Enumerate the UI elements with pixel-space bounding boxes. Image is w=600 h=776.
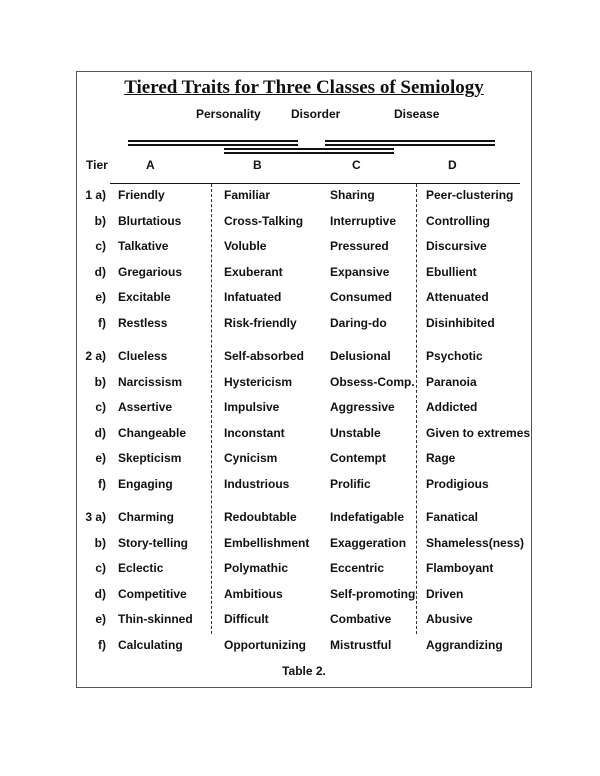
cell-c: Pressured	[330, 239, 389, 254]
cell-b: Self-absorbed	[224, 349, 305, 363]
cell-tier: 1 a)	[85, 188, 106, 202]
cell-a: Engaging	[118, 477, 173, 491]
cell-d: Disinhibited	[426, 316, 495, 330]
cell-tier: b)	[94, 535, 106, 550]
subheading-disorder: Disorder	[291, 107, 341, 121]
cell-a: Friendly	[118, 188, 165, 202]
cell-b: Difficult	[224, 612, 269, 627]
header-underline	[110, 183, 520, 184]
cell-a: Charming	[118, 510, 175, 524]
table-title: Tiered Traits for Three Classes of Semiology	[124, 77, 484, 98]
separator-c-d	[416, 184, 417, 634]
subheading-personality: Personality	[196, 107, 261, 121]
cell-a: Changeable	[118, 425, 187, 440]
cell-d: Addicted	[426, 400, 478, 415]
cell-a: Blurtatious	[118, 213, 182, 228]
cell-tier: f)	[98, 638, 106, 652]
cell-b: Hystericism	[224, 374, 293, 389]
cell-a: Clueless	[118, 349, 168, 363]
cell-a: Calculating	[118, 638, 183, 652]
cell-tier: d)	[94, 425, 106, 440]
cell-c: Expansive	[330, 264, 390, 279]
cell-a: Narcissism	[118, 374, 183, 389]
cell-b: Cynicism	[224, 451, 278, 466]
cell-b: Embellishment	[224, 535, 310, 550]
cell-d: Attenuated	[426, 290, 489, 305]
cell-d: Ebullient	[426, 264, 477, 279]
cell-tier: c)	[95, 561, 106, 576]
subheading-disease: Disease	[394, 107, 440, 121]
cell-a: Skepticism	[118, 451, 182, 466]
cell-tier: c)	[95, 400, 106, 415]
cell-a: Gregarious	[118, 264, 183, 279]
cell-tier: c)	[95, 239, 106, 254]
cell-c: Eccentric	[330, 561, 385, 576]
cell-a: Eclectic	[118, 561, 164, 576]
rule-center-bottom	[224, 152, 394, 154]
cell-d: Aggrandizing	[426, 638, 503, 652]
cell-a: Thin-skinned	[118, 612, 193, 627]
cell-tier: d)	[94, 264, 106, 279]
cell-c: Exaggeration	[330, 535, 407, 550]
cell-tier: f)	[98, 316, 106, 330]
cell-a: Talkative	[118, 239, 169, 254]
cell-c: Aggressive	[330, 400, 395, 415]
header-d: D	[448, 158, 457, 172]
cell-a: Assertive	[118, 400, 173, 415]
cell-c: Consumed	[330, 290, 393, 305]
cell-d: Rage	[426, 451, 456, 466]
cell-c: Obsess-Comp.	[330, 374, 415, 389]
cell-b: Ambitious	[224, 586, 283, 601]
cell-tier: f)	[98, 477, 106, 491]
cell-d: Discursive	[426, 239, 487, 254]
cell-tier: b)	[94, 213, 106, 228]
cell-c: Combative	[330, 612, 392, 627]
rule-left-bottom	[128, 144, 298, 146]
cell-c: Sharing	[330, 188, 375, 202]
cell-b: Exuberant	[224, 264, 283, 279]
cell-b: Voluble	[224, 239, 267, 254]
cell-c: Unstable	[330, 425, 381, 440]
cell-b: Inconstant	[224, 425, 285, 440]
cell-c: Self-promoting	[330, 586, 416, 601]
cell-a: Restless	[118, 316, 168, 330]
cell-b: Infatuated	[224, 290, 282, 305]
cell-d: Fanatical	[426, 510, 479, 524]
cell-b: Impulsive	[224, 400, 280, 415]
cell-c: Daring-do	[330, 316, 387, 330]
cell-b: Risk-friendly	[224, 316, 297, 330]
cell-tier: b)	[94, 374, 106, 389]
cell-tier: 3 a)	[85, 510, 106, 524]
cell-d: Flamboyant	[426, 561, 494, 576]
cell-tier: e)	[95, 290, 106, 305]
cell-d: Psychotic	[426, 349, 483, 363]
cell-c: Interruptive	[330, 213, 397, 228]
cell-b: Redoubtable	[224, 510, 297, 524]
cell-tier: d)	[94, 586, 106, 601]
cell-a: Excitable	[118, 290, 171, 305]
header-a: A	[146, 158, 155, 172]
cell-d: Peer-clustering	[426, 188, 514, 202]
cell-c: Prolific	[330, 477, 371, 491]
header-tier: Tier	[86, 158, 108, 172]
cell-d: Driven	[426, 586, 464, 601]
rule-right-bottom	[325, 144, 495, 146]
cell-c: Indefatigable	[330, 510, 405, 524]
cell-c: Delusional	[330, 349, 391, 363]
cell-b: Cross-Talking	[224, 213, 304, 228]
cell-c: Mistrustful	[330, 638, 392, 652]
separator-a-b	[211, 184, 212, 634]
cell-b: Opportunizing	[224, 638, 306, 652]
cell-b: Industrious	[224, 477, 290, 491]
table-caption: Table 2.	[282, 664, 326, 678]
cell-b: Polymathic	[224, 561, 289, 576]
cell-a: Competitive	[118, 586, 187, 601]
cell-d: Controlling	[426, 213, 490, 228]
cell-tier: 2 a)	[85, 349, 106, 363]
cell-d: Abusive	[426, 612, 473, 627]
cell-a: Story-telling	[118, 535, 189, 550]
header-c: C	[352, 158, 361, 172]
cell-d: Given to extremes	[426, 425, 531, 440]
cell-d: Shameless(ness)	[426, 535, 525, 550]
header-b: B	[253, 158, 262, 172]
rule-right-top	[325, 140, 495, 142]
cell-d: Prodigious	[426, 477, 489, 491]
cell-tier: e)	[95, 612, 106, 627]
rule-left-top	[128, 140, 298, 142]
cell-c: Contempt	[330, 451, 386, 466]
rule-center-top	[224, 148, 394, 150]
cell-b: Familiar	[224, 188, 271, 202]
cell-d: Paranoia	[426, 374, 477, 389]
cell-tier: e)	[95, 451, 106, 466]
